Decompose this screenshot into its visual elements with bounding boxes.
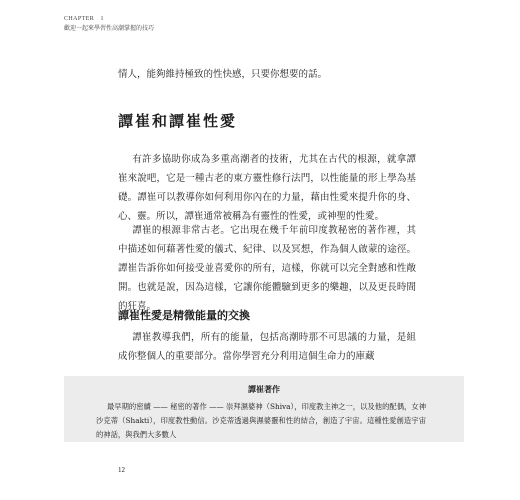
body-paragraph-2: 譚崔的根源非常古老。它出現在幾千年前印度教秘密的著作裡，其中描述如何藉著性愛的儀式、紀律、以及冥想，作為個人啟蒙的途徑。譚崔告訴你如何接受並喜愛你的所有，這樣，你就可以完全對感和性敞開。也就是說，因為這樣，它讓你能體驗到更多的樂趣，以及更長時間的狂喜。: [118, 225, 416, 312]
body-paragraph-1: 有許多協助你成為多重高潮者的技術，尤其在古代的根源，就拿譚崔來說吧，它是一種古老的東方靈性修行法門，以性能量的形上學為基礎。譚崔可以教導你如何利用你內在的力量，藉由性愛來提升你的身、心、靈。所以，譚崔通常被稱為有靈性的性愛，或神聖的性愛。: [118, 154, 416, 222]
running-header: [64, 15, 154, 33]
chapter-subtitle: 歡迎一起來學習性高潮掌握的技巧: [64, 25, 155, 32]
section-title: 譚崔和譚崔性愛: [118, 112, 238, 130]
chapter-label: CHAPTER 1: [64, 16, 104, 22]
subsection-paragraph: 譚崔教導我們，所有的能量，包括高潮時那不可思議的力量，是組成你整個人的重要部分。當你學習充分利用這個生命力的庫藏: [118, 332, 416, 362]
sidebar-box: [64, 376, 464, 442]
page-number: 12: [118, 466, 125, 474]
sidebar-box-text: 最早期的密續 —— 秘密的著作 —— 崇拜濕婆神（Shiva），印度教主神之一，以及他的配偶，女神沙克蒂（Shakti），印度教性動信。沙克蒂透過與濕婆靈和性的結合，創造了宇宙。這種性愛創造宇宙的神話，與我們大多數人: [96, 402, 426, 439]
subsection-title: 譚崔性愛是精微能量的交換: [118, 309, 250, 322]
intro-text: 情人，能夠維持極致的性快感，只要你想要的話。: [118, 69, 328, 80]
sidebar-box-title: 譚崔著作: [248, 385, 280, 394]
